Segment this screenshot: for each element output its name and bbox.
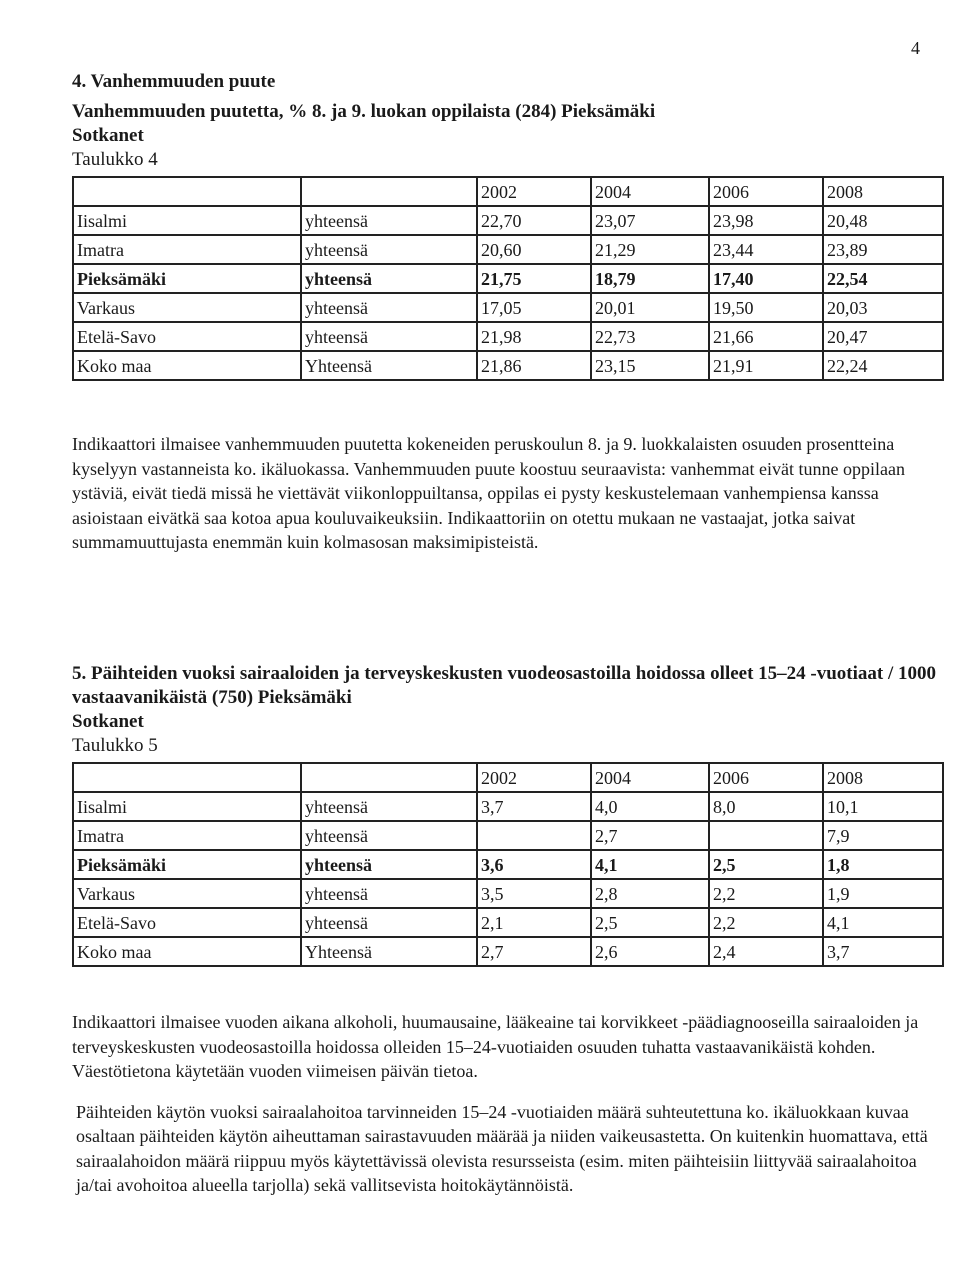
value-cell: 4,1 xyxy=(591,850,709,879)
value-cell: 17,40 xyxy=(709,264,823,293)
value-cell xyxy=(709,821,823,850)
value-cell: 23,44 xyxy=(709,235,823,264)
section-4-description-block xyxy=(72,432,942,555)
value-cell: 8,0 xyxy=(709,792,823,821)
value-cell: 2,5 xyxy=(709,850,823,879)
section-4-table-label: Taulukko 4 xyxy=(72,149,158,170)
header-cell: 2008 xyxy=(823,763,943,792)
header-cell: 2004 xyxy=(591,763,709,792)
measure-cell: Yhteensä xyxy=(301,937,477,966)
measure-cell: yhteensä xyxy=(301,206,477,235)
section-5-description-2: Päihteiden käytön vuoksi sairaalahoitoa tarvinneiden 15–24 -vuotiaiden määrä suhteutettuna ko. ikäluokkaan kuvaa osaltaan päihteiden käytön aiheuttaman sairastavuuden määrää ja niiden vaikeusastetta. On kuitenkin huomattava, että sairaalahoidon määrä riippuu myös käytettävissä olevista resursseista (esim. miten päihteisiin liittyvää sairaalahoitoa ja/tai avohoitoa alueella tarjolla) sekä vallitsevista hoitokäytännöistä. xyxy=(76,1101,928,1195)
table-row xyxy=(73,235,943,264)
section-4-subheading: Vanhemmuuden puutetta, % 8. ja 9. luokan oppilaista (284) Pieksämäki xyxy=(72,101,656,122)
region-cell: Pieksämäki xyxy=(73,264,301,293)
region-cell: Varkaus xyxy=(73,879,301,908)
value-cell: 21,86 xyxy=(477,351,591,380)
value-cell: 2,2 xyxy=(709,879,823,908)
value-cell: 3,6 xyxy=(477,850,591,879)
value-cell: 3,5 xyxy=(477,879,591,908)
section-4 xyxy=(72,70,942,381)
table-header-row xyxy=(73,177,943,206)
table-row xyxy=(73,293,943,322)
region-cell: Imatra xyxy=(73,821,301,850)
region-cell: Imatra xyxy=(73,235,301,264)
value-cell: 23,98 xyxy=(709,206,823,235)
value-cell: 22,54 xyxy=(823,264,943,293)
table-4-body xyxy=(73,177,943,380)
value-cell: 22,73 xyxy=(591,322,709,351)
region-cell: Iisalmi xyxy=(73,792,301,821)
header-cell: 2008 xyxy=(823,177,943,206)
table-row xyxy=(73,351,943,380)
value-cell: 21,98 xyxy=(477,322,591,351)
measure-cell: yhteensä xyxy=(301,879,477,908)
value-cell: 7,9 xyxy=(823,821,943,850)
value-cell: 21,66 xyxy=(709,322,823,351)
value-cell: 3,7 xyxy=(823,937,943,966)
header-cell: 2006 xyxy=(709,177,823,206)
measure-cell: yhteensä xyxy=(301,322,477,351)
page-number: 4 xyxy=(911,38,920,58)
value-cell: 23,89 xyxy=(823,235,943,264)
value-cell: 1,9 xyxy=(823,879,943,908)
region-cell: Etelä-Savo xyxy=(73,322,301,351)
region-cell: Koko maa xyxy=(73,937,301,966)
value-cell: 2,8 xyxy=(591,879,709,908)
value-cell: 17,05 xyxy=(477,293,591,322)
value-cell: 2,2 xyxy=(709,908,823,937)
value-cell: 21,75 xyxy=(477,264,591,293)
value-cell: 4,0 xyxy=(591,792,709,821)
value-cell: 22,70 xyxy=(477,206,591,235)
section-4-heading: 4. Vanhemmuuden puute xyxy=(72,71,276,92)
section-4-source: Sotkanet xyxy=(72,125,144,146)
header-cell xyxy=(73,177,301,206)
section-5-table-label: Taulukko 5 xyxy=(72,735,158,756)
section-5-description-1: Indikaattori ilmaisee vuoden aikana alkoholi, huumausaine, lääkeaine tai korvikkeet -päädiagnooseilla sairaaloiden ja terveyskeskusten vuodeosastoilla hoidossa olleiden 15–24-vuotiaiden osuuden tuhatta vastaavanikäistä kohden. Väestötietona käytetään vuoden viimeisen päivän tietoa. xyxy=(72,1012,919,1081)
value-cell: 1,8 xyxy=(823,850,943,879)
table-header-row xyxy=(73,763,943,792)
header-cell: 2004 xyxy=(591,177,709,206)
value-cell: 2,6 xyxy=(591,937,709,966)
section-5-description-block xyxy=(72,1010,942,1198)
value-cell: 2,5 xyxy=(591,908,709,937)
table-5 xyxy=(72,762,944,967)
value-cell xyxy=(477,821,591,850)
region-cell: Koko maa xyxy=(73,351,301,380)
value-cell: 20,48 xyxy=(823,206,943,235)
value-cell: 21,91 xyxy=(709,351,823,380)
header-cell xyxy=(301,763,477,792)
header-cell: 2002 xyxy=(477,177,591,206)
value-cell: 20,47 xyxy=(823,322,943,351)
value-cell: 3,7 xyxy=(477,792,591,821)
table-row xyxy=(73,908,943,937)
measure-cell: yhteensä xyxy=(301,293,477,322)
value-cell: 21,29 xyxy=(591,235,709,264)
measure-cell: yhteensä xyxy=(301,850,477,879)
value-cell: 22,24 xyxy=(823,351,943,380)
header-cell xyxy=(301,177,477,206)
region-cell: Iisalmi xyxy=(73,206,301,235)
table-row xyxy=(73,792,943,821)
section-5-heading: 5. Päihteiden vuoksi sairaaloiden ja terveyskeskusten vuodeosastoilla hoidossa olleet 15–24 -vuotiaat / 1000 vastaavanikäistä (750) Pieksämäki xyxy=(72,663,937,708)
table-row xyxy=(73,264,943,293)
value-cell: 20,03 xyxy=(823,293,943,322)
measure-cell: yhteensä xyxy=(301,908,477,937)
section-4-description: Indikaattori ilmaisee vanhemmuuden puutetta kokeneiden peruskoulun 8. ja 9. luokkalaisten osuuden prosentteina kyselyyn vastanneista ko. ikäluokassa. Vanhemmuuden puute koostuu seuraavista: vanhemmat eivät tunne oppilaan ystäviä, eivät tiedä missä he viettävät viikonloppuiltansa, oppilas ei pysty keskustelemaan vanhempiensa kanssa asioistaan eivätkä saa kotoa apua kouluvaikeuksiin. Indikaattoriin on otettu mukaan ne vastaajat, jotka saivat summamuuttujasta enemmän kuin kolmasosan maksimipisteistä. xyxy=(72,434,905,552)
value-cell: 20,01 xyxy=(591,293,709,322)
table-row xyxy=(73,850,943,879)
table-row xyxy=(73,937,943,966)
measure-cell: yhteensä xyxy=(301,235,477,264)
region-cell: Etelä-Savo xyxy=(73,908,301,937)
header-cell: 2006 xyxy=(709,763,823,792)
header-cell: 2002 xyxy=(477,763,591,792)
table-row xyxy=(73,206,943,235)
header-cell xyxy=(73,763,301,792)
measure-cell: yhteensä xyxy=(301,792,477,821)
table-4 xyxy=(72,176,944,381)
table-row xyxy=(73,879,943,908)
value-cell: 2,1 xyxy=(477,908,591,937)
table-row xyxy=(73,821,943,850)
value-cell: 19,50 xyxy=(709,293,823,322)
value-cell: 10,1 xyxy=(823,792,943,821)
value-cell: 20,60 xyxy=(477,235,591,264)
measure-cell: yhteensä xyxy=(301,264,477,293)
measure-cell: yhteensä xyxy=(301,821,477,850)
value-cell: 23,07 xyxy=(591,206,709,235)
value-cell: 2,7 xyxy=(591,821,709,850)
measure-cell: Yhteensä xyxy=(301,351,477,380)
region-cell: Pieksämäki xyxy=(73,850,301,879)
value-cell: 18,79 xyxy=(591,264,709,293)
table-5-body xyxy=(73,763,943,966)
value-cell: 4,1 xyxy=(823,908,943,937)
region-cell: Varkaus xyxy=(73,293,301,322)
section-5 xyxy=(72,662,942,967)
value-cell: 23,15 xyxy=(591,351,709,380)
value-cell: 2,4 xyxy=(709,937,823,966)
table-row xyxy=(73,322,943,351)
section-5-source: Sotkanet xyxy=(72,711,144,732)
value-cell: 2,7 xyxy=(477,937,591,966)
